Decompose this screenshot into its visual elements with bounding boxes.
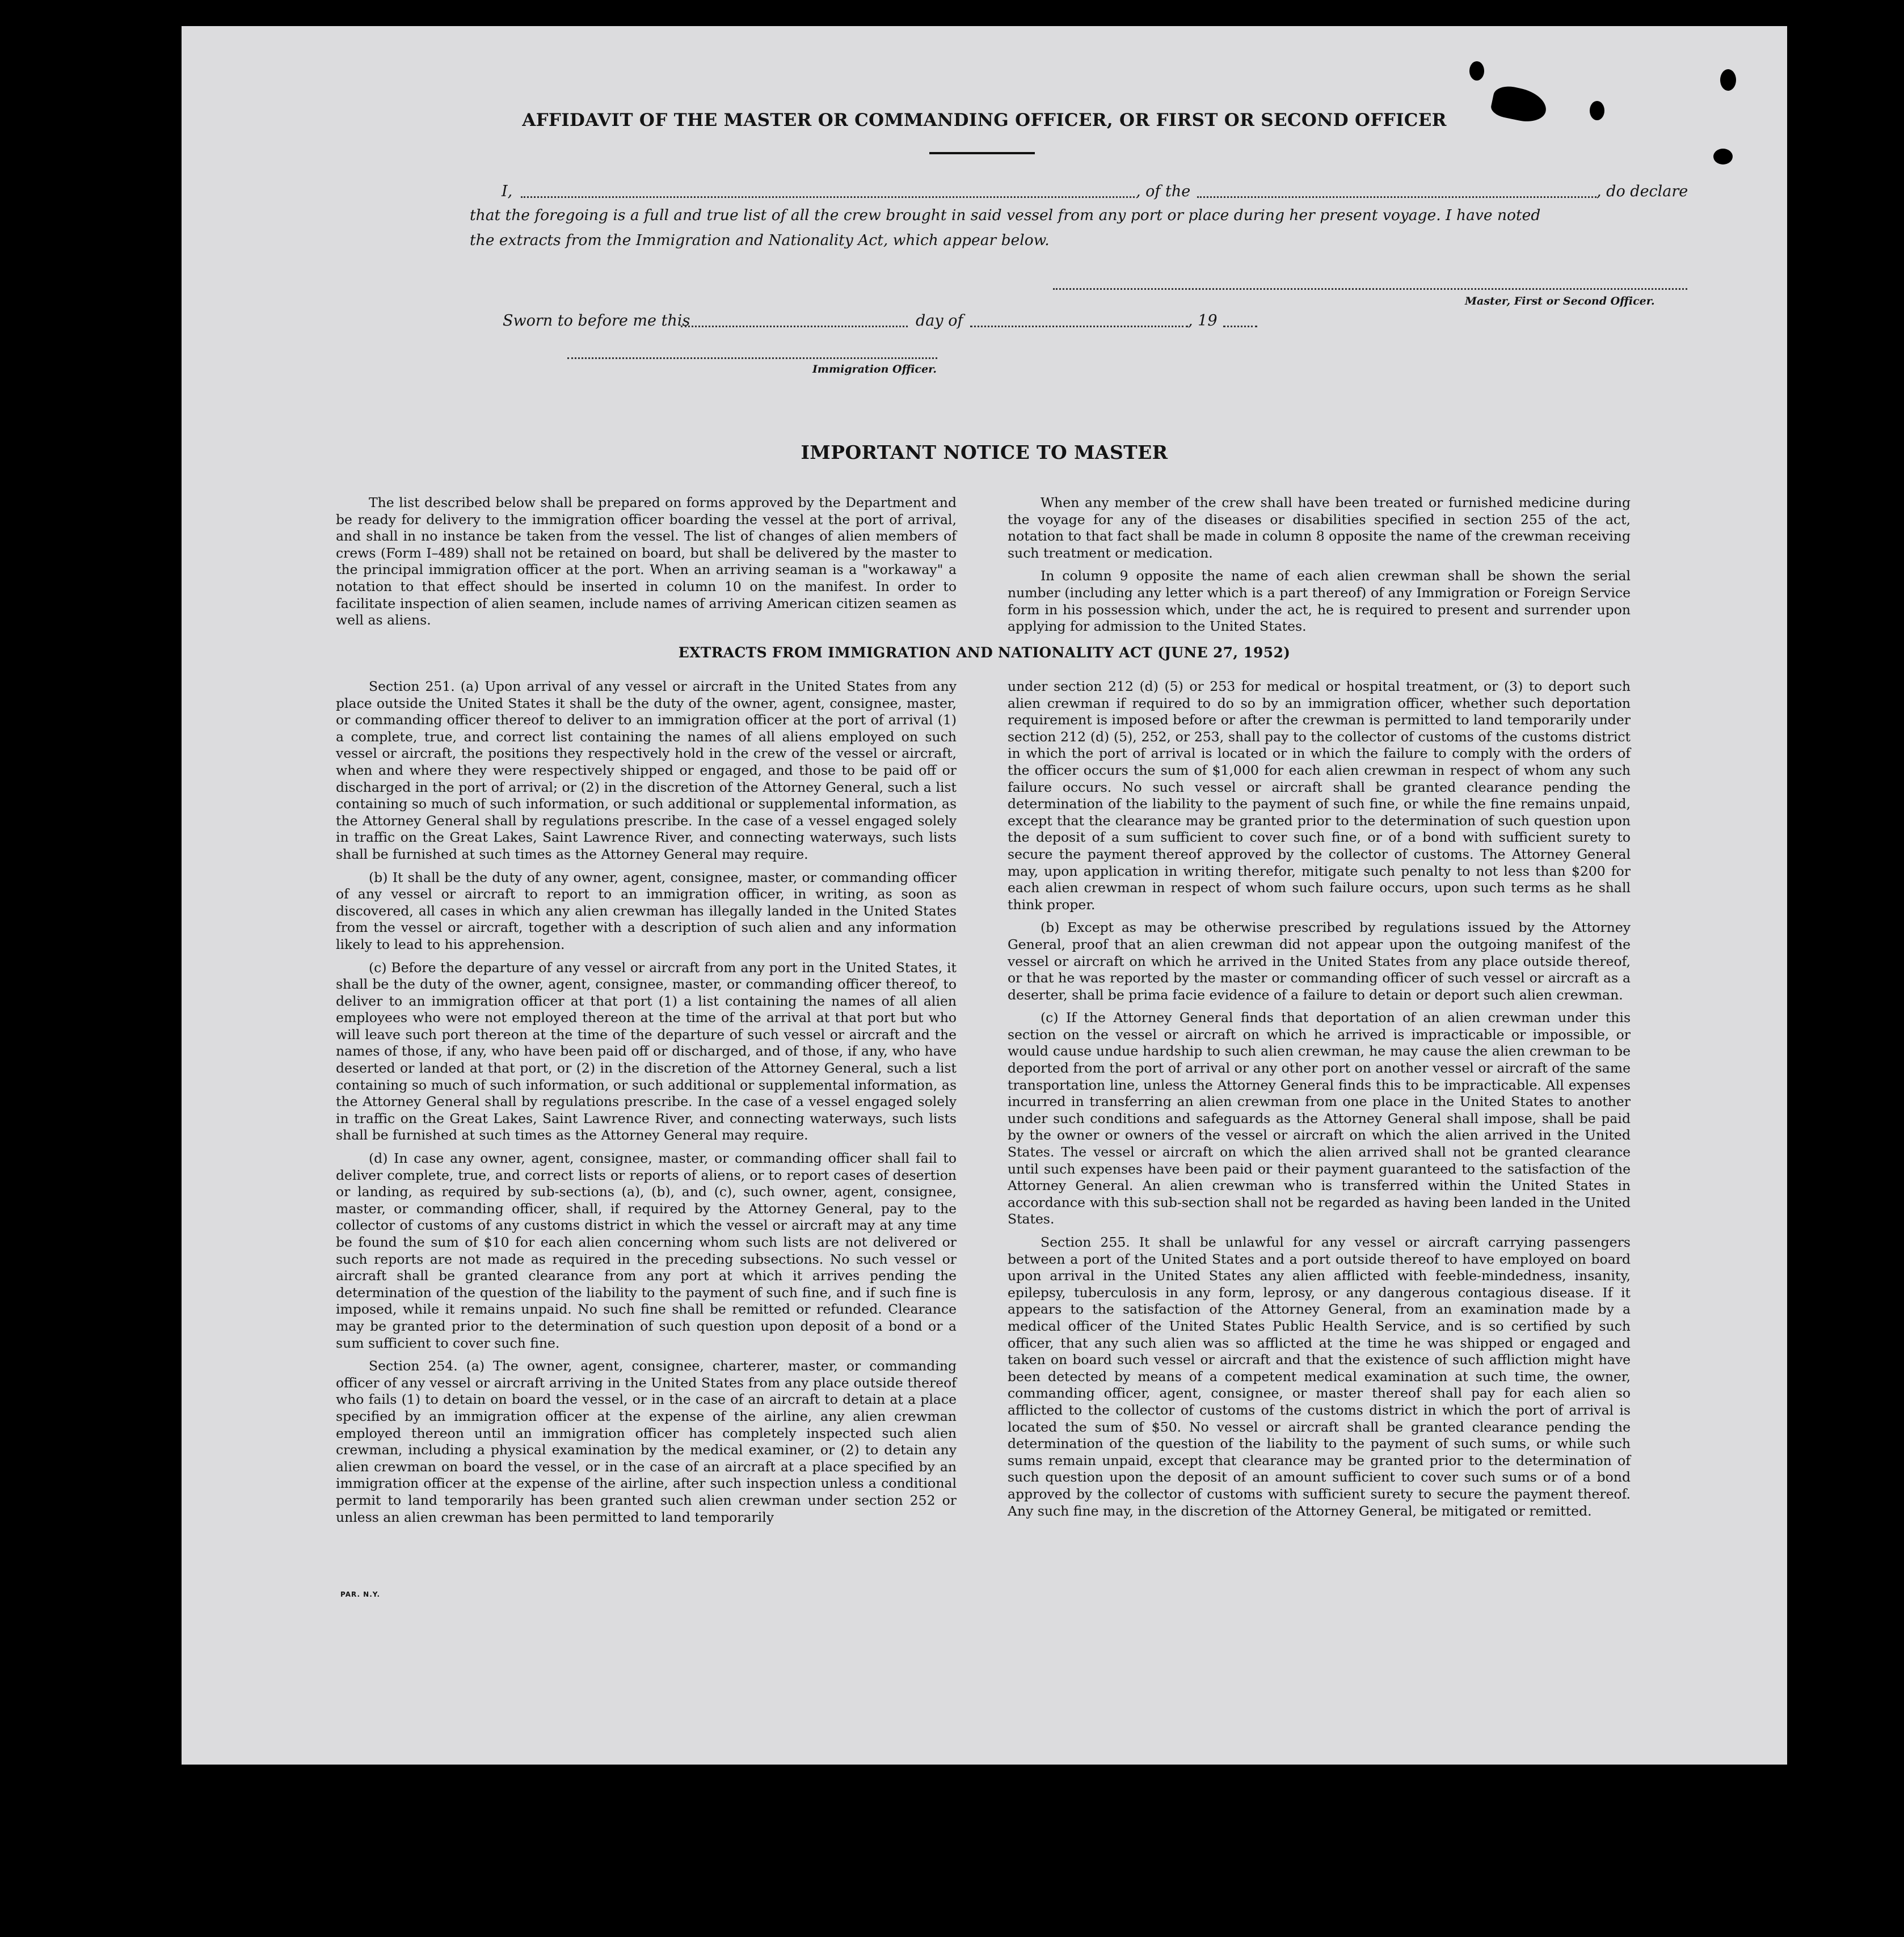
affidavit-declare-label: , do declare [1597, 183, 1688, 200]
sworn-month-field[interactable] [970, 326, 1188, 327]
punch-hole [1713, 149, 1733, 164]
section-254-b: (b) Except as may be otherwise prescribed by regulations issued by the Attorney General, proof that an alien crewman did not appear upon the outgoing manifest of the vessel or aircraft on which he arrived in the United States from any place outside thereof, or that he was reported by the master or commanding officer of such vessel or aircraft as a deserter, shall be prima facie evidence of a failure to detain or deport such alien crewman. [1008, 919, 1631, 1003]
master-signature-field[interactable] [1053, 288, 1687, 290]
section-254-a-continued: under section 212 (d) (5) or 253 for medical or hospital treatment, or (3) to deport such alien crewman if required to do so by an immigration officer, whether such deportation requirement is imposed before or after the crewman is permitted to land temporarily under section 212 (d) (5), 252, or 253, shall pay to the collector of customs of the customs district in which the port of arrival is located or in which the failure to comply with the orders of the officer occurs the sum of $1,000 for each alien crewman in respect of whom any such failure occurs. No such vessel or aircraft shall be granted clearance pending the determination of the liability to the payment of such fine, or while the fine remains unpaid, except that the clearance may be granted prior to the determination of such question upon the deposit of a sum sufficient to cover such fine, or of a bond with sufficient surety to secure the payment thereof approved by the collector of customs. The Attorney General may, upon application in writing therefor, mitigate such penalty to not less than $200 for each alien crewman in respect of whom such failure occurs, upon such terms as he shall think proper. [1008, 678, 1631, 913]
notice-right-paragraph-1: When any member of the crew shall have been treated or furnished medicine during the voyage for any of the diseases or disabilities specified in section 255 of the act, notation to that fact shall be made in column 8 opposite the name of the crewman receiving such treatment or medication. [1008, 495, 1631, 561]
section-251-b: (b) It shall be the duty of any owner, agent, consignee, master, or commanding officer of any vessel or aircraft to report to an immigration officer, in writing, as soon as discovered, all cases in which any alien crewman has illegally landed in the United States from the vessel or aircraft, together with a description of such alien and any information likely to lead to his apprehension. [336, 869, 957, 952]
notice-right-column [1008, 495, 1631, 642]
affidavit-line-3: the extracts from the Immigration and Nationality Act, which appear below. [470, 231, 1050, 249]
name-blank-field[interactable] [521, 196, 1135, 198]
affidavit-line-2: that the foregoing is a full and true list of all the crew brought in said vessel from any port or place during her present voyage. I have noted [470, 206, 1541, 224]
punch-hole [1720, 69, 1736, 91]
year-label: , 19 [1188, 312, 1218, 330]
vessel-blank-field[interactable] [1197, 196, 1597, 198]
immigration-officer-caption: Immigration Officer. [812, 363, 937, 375]
section-251-c: (c) Before the departure of any vessel or aircraft from any port in the United States, it shall be the duty of the owner, agent, consignee, master, or commanding officer thereof, to deliver to an immigration officer at that port (1) a list containing the names of all alien employees who were not employed thereon at the time of the arrival at that port but who will leave such port thereon at the time of the departure of such vessel or aircraft and the names of those, if any, who have been paid off or discharged, and of those, if any, who have deserted or landed at that port, or (2) in the discretion of the Attorney General, such a list containing so much of such information, or such additional or supplemental information, as the Attorney General shall by regulations prescribe. In the case of a vessel engaged solely in traffic on the Great Lakes, Saint Lawrence River, and connecting waterways, such lists shall be furnished at such times as the Attorney General may require. [336, 959, 957, 1143]
affidavit-of-the-label: , of the [1136, 183, 1191, 200]
section-255: Section 255. It shall be unlawful for any vessel or aircraft carrying passengers between a port of the United States and a port outside thereof to have employed on board upon arrival in the United States any alien afflicted with feeble-mindedness, insanity, epilepsy, tuberculosis in any form, leprosy, or any dangerous contagious disease. If it appears to the satisfaction of the Attorney General, from an examination made by a medical officer of the United States Public Health Service, and is so certified by such officer, that any such alien was so afflicted at the time he was shipped or engaged and taken on board such vessel or aircraft and that the existence of such affliction might have been detected by means of a competent medical examination at such time, the owner, commanding officer, agent, consignee, or master thereof shall pay for each alien so afflicted to the collector of customs of the customs district in which the port of arrival is located the sum of $50. No vessel or aircraft shall be granted clearance pending the determination of the question of the liability to the payment of such sums, or while such sums remain unpaid, except that clearance may be granted prior to the determination of such question upon the deposit of an amount sufficient to cover such sums or of a bond approved by the collector of customs with sufficient surety to secure the payment thereof. Any such fine may, in the discretion of the Attorney General, be mitigated or remitted. [1008, 1234, 1631, 1519]
document-page [182, 26, 1787, 1765]
section-254-a: Section 254. (a) The owner, agent, consignee, charterer, master, or commanding officer of any vessel or aircraft arriving in the United States from any place outside thereof who fails (1) to detain on board the vessel, or in the case of an aircraft to detain at a place specified by an immigration officer at the expense of the airline, any alien crewman employed thereon until an immigration officer has completely inspected such alien crewman, including a physical examination by the medical examiner, or (2) to detain any alien crewman on board the vessel, or in the case of an aircraft at a place specified by an immigration officer at the expense of the airline, after such inspection unless a conditional permit to land temporarily has been granted such alien crewman under section 252 or unless an alien crewman has been permitted to land temporarily [336, 1358, 957, 1525]
notice-title: IMPORTANT NOTICE TO MASTER [801, 441, 1168, 463]
section-251-d: (d) In case any owner, agent, consignee, master, or commanding officer shall fail to deliver complete, true, and correct lists or reports of aliens, or to report cases of desertion or landing, as required by sub-sections (a), (b), and (c), such owner, agent, consignee, master, or commanding officer, shall, if required by the Attorney General, pay to the collector of customs of any customs district in which the vessel or aircraft may at any time be found the sum of $10 for each alien concerning whom such lists are not delivered or such reports are not made as required in the preceding subsections. No such vessel or aircraft shall be granted clearance from any port at which it arrives pending the determination of the question of the liability to the payment of such fine, and if such fine is imposed, while it remains unpaid. No such fine shall be remitted or refunded. Clearance may be granted prior to the determination of such question upon deposit of a bond or a sum sufficient to cover such fine. [336, 1150, 957, 1351]
extracts-title: EXTRACTS FROM IMMIGRATION AND NATIONALITY ACT (JUNE 27, 1952) [678, 644, 1291, 661]
extracts-right-column [1008, 678, 1631, 1526]
affidavit-title: AFFIDAVIT OF THE MASTER OR COMMANDING OFFICER, OR FIRST OR SECOND OFFICER [522, 110, 1447, 130]
sworn-label: Sworn to before me this [503, 312, 690, 330]
notice-right-paragraph-2: In column 9 opposite the name of each alien crewman shall be shown the serial number (including any letter which is a part thereof) of any Immigration or Foreign Service form in his possession which, under the act, he is required to present and surrender upon applying for admission to the United States. [1008, 568, 1631, 635]
master-signature-caption: Master, First or Second Officer. [1465, 295, 1655, 307]
immigration-officer-signature-field[interactable] [567, 357, 937, 359]
sworn-day-field[interactable] [681, 326, 908, 327]
day-of-label: day of [916, 312, 963, 330]
printer-mark: PAR. N.Y. [340, 1590, 381, 1598]
notice-left-paragraph: The list described below shall be prepared on forms approved by the Department and be ready for delivery to the immigration officer boarding the vessel at the port of arrival, and shall in no instance be taken from the vessel. The list of changes of alien members of crews (Form I–489) shall not be retained on board, but shall be delivered by the master to the principal immigration officer at the port. When an arriving seaman is a "workaway" a notation to that effect should be inserted in column 10 on the manifest. In order to facilitate inspection of alien seamen, include names of arriving American citizen seamen as well as aliens. [336, 495, 957, 628]
section-254-c: (c) If the Attorney General finds that deportation of an alien crewman under this section on the vessel or aircraft on which he arrived is impracticable or impossible, or would cause undue hardship to such alien crewman, he may cause the alien crewman to be deported from the port of arrival or any other port on another vessel or aircraft of the same transportation line, unless the Attorney General finds this to be impracticable. All expenses incurred in transferring an alien crewman from one place in the United States to another under such conditions and safeguards as the Attorney General shall impose, shall be paid by the owner or owners of the vessel or aircraft on which the alien arrived in the United States. The vessel or aircraft on which the alien arrived shall not be granted clearance until such expenses have been paid or their payment guaranteed to the satisfaction of the Attorney General. An alien crewman who is transferred within the United States in accordance with this sub-section shall not be regarded as having been landed in the United States. [1008, 1010, 1631, 1227]
sworn-year-field[interactable] [1223, 326, 1257, 327]
notice-left-column [336, 495, 957, 635]
title-rule [929, 152, 1035, 154]
affidavit-i-label: I, [502, 183, 513, 200]
punch-hole [1469, 61, 1484, 81]
extracts-left-column [336, 678, 957, 1532]
section-251-a: Section 251. (a) Upon arrival of any vessel or aircraft in the United States from any place outside the United States it shall be the duty of the owner, agent, consignee, master, or commanding officer thereof to deliver to an immigration officer at the port of arrival (1) a complete, true, and correct list containing the names of all aliens employed on such vessel or aircraft, the positions they respectively hold in the crew of the vessel or aircraft, when and where they were respectively shipped or engaged, and those to be paid off or discharged in the port of arrival; or (2) in the discretion of the Attorney General, such a list containing so much of such information, or such additional or supplemental information, as the Attorney General shall by regulations prescribe. In the case of a vessel engaged solely in traffic on the Great Lakes, Saint Lawrence River, and connecting waterways, such lists shall be furnished at such times as the Attorney General may require. [336, 678, 957, 862]
